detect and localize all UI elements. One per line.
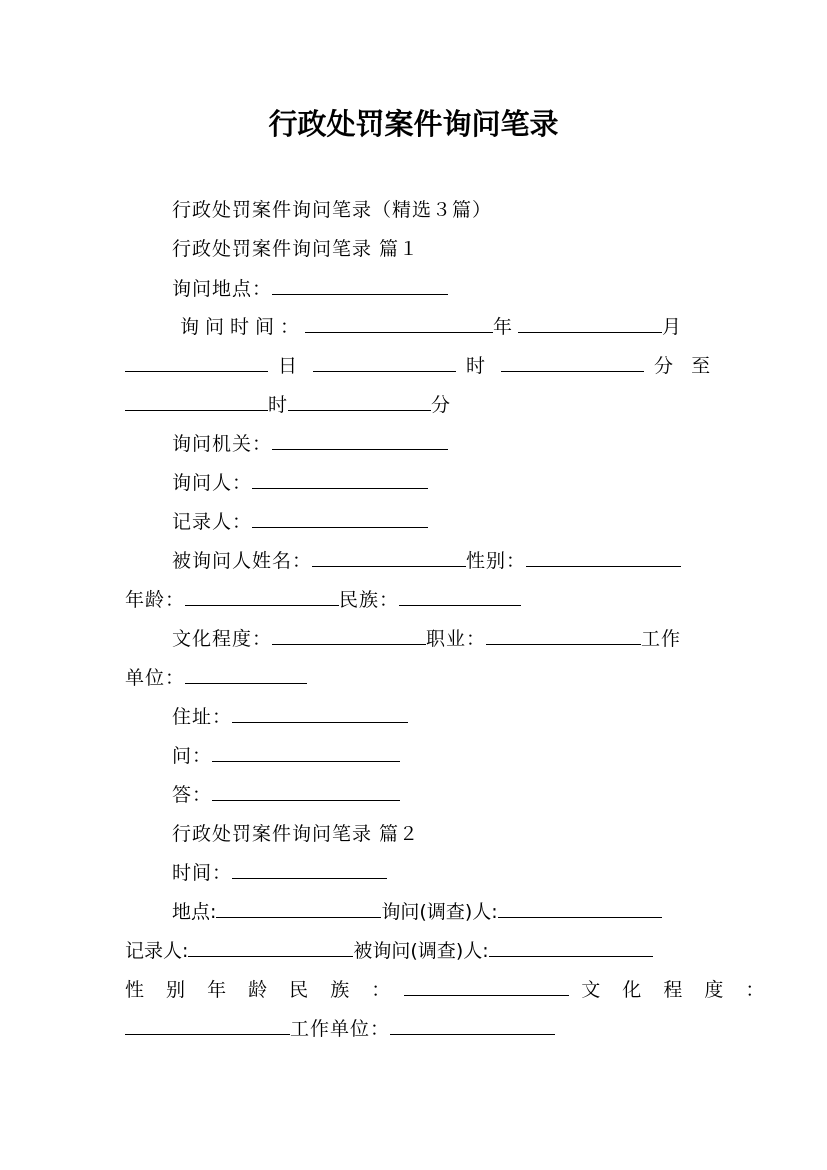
p2-time-field[interactable] [232, 861, 387, 879]
work-field[interactable] [185, 666, 307, 684]
end-minute-field[interactable] [288, 393, 431, 411]
p2-work-row [125, 1017, 555, 1041]
ethnic-field[interactable] [399, 588, 521, 606]
address-label: 住址： [172, 706, 233, 728]
p2-edu-label: 文 化 程 度 ： [581, 979, 773, 1001]
p2-investigator-field[interactable] [498, 900, 662, 918]
org-label: 询问机关： [172, 433, 273, 455]
asker-field[interactable] [252, 471, 428, 489]
p2-recorder-row [125, 939, 653, 963]
work-row [125, 666, 307, 690]
p2-work-field[interactable] [390, 1017, 555, 1035]
address-field[interactable] [232, 705, 408, 723]
gender-label: 性别： [466, 550, 527, 572]
p2-gender-row [125, 978, 772, 1002]
edu-label: 文化程度： [172, 628, 273, 650]
question-field[interactable] [212, 744, 400, 762]
month-field[interactable] [518, 315, 662, 333]
p2-place-row [172, 900, 662, 924]
year-label: 年 [493, 316, 519, 338]
p2-edu-field[interactable] [125, 1017, 290, 1035]
p2-recorder-label: 记录人: [125, 940, 189, 962]
document-title: 行政处罚案件询问笔录 [268, 107, 559, 141]
name-row [172, 549, 681, 573]
day-label: 日 [278, 355, 304, 377]
asker-row [172, 471, 428, 495]
part1-heading: 行政处罚案件询问笔录 篇１ [172, 238, 420, 260]
age-label: 年龄： [125, 589, 186, 611]
org-field[interactable] [272, 432, 448, 450]
time-label: 询问时间： [180, 316, 306, 338]
work-label-a: 工作 [641, 628, 682, 650]
job-label: 职业： [426, 628, 487, 650]
subtitle: 行政处罚案件询问笔录（精选３篇） [172, 199, 493, 221]
location-label: 询问地点： [172, 278, 273, 300]
p2-time-label: 时间： [172, 862, 233, 884]
answer-label: 答： [172, 784, 213, 806]
p2-time-row [172, 861, 387, 885]
recorder-label: 记录人： [172, 511, 253, 533]
end-hour-field[interactable] [125, 393, 268, 411]
hour-label: 时 [466, 355, 492, 377]
p2-work-label: 工作单位： [290, 1018, 391, 1040]
minute-to-label: 分 至 [654, 355, 717, 377]
recorder-field[interactable] [252, 510, 428, 528]
p2-recorder-field[interactable] [188, 939, 353, 957]
age-row [125, 588, 521, 612]
org-row [172, 432, 448, 456]
job-field[interactable] [486, 627, 641, 645]
p2-investigator-label: 询问(调查)人: [381, 901, 498, 923]
end-minute-label: 分 [431, 394, 452, 416]
location-row [172, 277, 448, 301]
p2-gender-field[interactable] [404, 978, 569, 996]
age-field[interactable] [185, 588, 339, 606]
day-field[interactable] [125, 354, 268, 372]
time-row-1 [180, 315, 687, 339]
month-label: 月 [662, 316, 688, 338]
part2-heading: 行政处罚案件询问笔录 篇２ [172, 823, 420, 845]
answer-field[interactable] [212, 783, 400, 801]
p2-place-field[interactable] [216, 900, 381, 918]
location-field[interactable] [272, 277, 448, 295]
minute-field[interactable] [501, 354, 644, 372]
recorder-row [172, 510, 428, 534]
p2-subject-field[interactable] [489, 939, 653, 957]
year-field[interactable] [305, 315, 493, 333]
time-row-2 [125, 354, 716, 378]
p2-gender-label: 性 别 年 龄 民 族 ： [125, 979, 399, 1001]
ethnic-label: 民族： [339, 589, 400, 611]
end-hour-label: 时 [268, 394, 289, 416]
asker-label: 询问人： [172, 472, 253, 494]
edu-field[interactable] [272, 627, 426, 645]
time-row-3 [125, 393, 451, 417]
name-label: 被询问人姓名： [172, 550, 313, 572]
question-row [172, 744, 400, 768]
answer-row [172, 783, 400, 807]
hour-field[interactable] [313, 354, 456, 372]
edu-row [172, 627, 681, 651]
question-label: 问： [172, 745, 213, 767]
p2-place-label: 地点: [172, 901, 217, 923]
p2-subject-label: 被询问(调查)人: [353, 940, 489, 962]
address-row [172, 705, 408, 729]
name-field[interactable] [312, 549, 466, 567]
gender-field[interactable] [526, 549, 681, 567]
work-label-b: 单位： [125, 667, 186, 689]
